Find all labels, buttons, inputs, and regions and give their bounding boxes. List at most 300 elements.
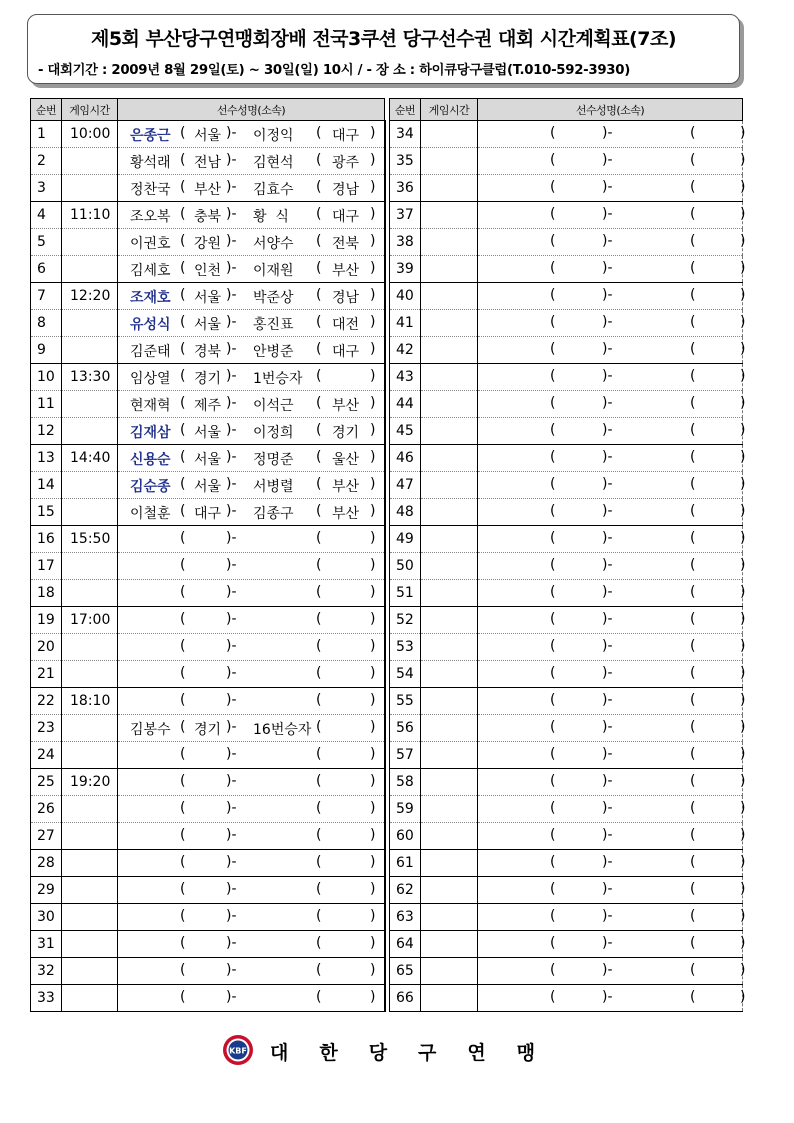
paren-open: ( (690, 935, 696, 951)
paren-close: ) (740, 989, 746, 1005)
separator: )- (602, 935, 613, 951)
paren-close: ) (370, 800, 376, 816)
paren-open: ( (316, 557, 322, 573)
paren-open: ( (550, 503, 556, 519)
match-players (118, 877, 385, 904)
paren-open: ( (180, 368, 186, 384)
match-players (118, 472, 385, 499)
game-time: 18:10 (62, 688, 118, 715)
game-time (421, 715, 478, 742)
separator: )- (226, 719, 237, 735)
player1-name: 조오복 (130, 209, 171, 225)
match-players (118, 121, 385, 148)
paren-open: ( (550, 206, 556, 222)
game-time (421, 229, 478, 256)
game-time (421, 553, 478, 580)
row-number: 65 (390, 958, 421, 985)
paren-close: ) (740, 314, 746, 330)
paren-close: ) (740, 422, 746, 438)
match-players (478, 418, 746, 445)
paren-open: ( (316, 692, 322, 708)
row-number: 26 (31, 796, 62, 823)
match-players (118, 499, 385, 526)
paren-open: ( (550, 746, 556, 762)
separator: )- (226, 476, 237, 492)
paren-close: ) (370, 233, 376, 249)
player1-name: 유성식 (130, 317, 171, 333)
separator: )- (602, 881, 613, 897)
paren-close: ) (740, 908, 746, 924)
table-row (31, 634, 385, 661)
player2-region: 부산 (332, 479, 360, 495)
paren-close: ) (740, 746, 746, 762)
row-number: 15 (31, 499, 62, 526)
table-row (390, 283, 743, 310)
paren-open: ( (690, 908, 696, 924)
paren-open: ( (316, 746, 322, 762)
paren-open: ( (180, 287, 186, 303)
paren-open: ( (550, 476, 556, 492)
game-time (62, 661, 118, 688)
player2-name: 박준상 (253, 290, 294, 306)
player2-region: 경남 (332, 182, 360, 198)
match-players (118, 904, 385, 931)
paren-close: ) (370, 827, 376, 843)
paren-open: ( (316, 422, 322, 438)
game-time (62, 391, 118, 418)
match-players (118, 958, 385, 985)
match-players (118, 391, 385, 418)
game-time (62, 553, 118, 580)
match-players (478, 607, 746, 634)
table-row (31, 553, 385, 580)
table-row (390, 256, 743, 283)
match-players (478, 958, 746, 985)
game-time (62, 229, 118, 256)
table-row (390, 175, 743, 202)
paren-open: ( (690, 314, 696, 330)
separator: )- (226, 152, 237, 168)
paren-open: ( (690, 233, 696, 249)
paren-open: ( (180, 692, 186, 708)
player1-name: 김준태 (130, 344, 171, 360)
match-players (478, 688, 746, 715)
match-players (478, 283, 746, 310)
row-number: 43 (390, 364, 421, 391)
game-time: 10:00 (62, 121, 118, 148)
player1-region: 경북 (194, 344, 222, 360)
table-row (390, 985, 743, 1012)
paren-open: ( (550, 611, 556, 627)
paren-close: ) (740, 854, 746, 870)
game-time (62, 175, 118, 202)
table-row (31, 337, 385, 364)
game-time (421, 850, 478, 877)
paren-open: ( (690, 719, 696, 735)
player2-name: 김효수 (253, 182, 294, 198)
game-time (62, 634, 118, 661)
paren-open: ( (316, 476, 322, 492)
title-box (27, 14, 740, 84)
player1-name: 황석래 (130, 155, 171, 171)
separator: )- (602, 476, 613, 492)
separator: )- (602, 206, 613, 222)
paren-open: ( (316, 179, 322, 195)
row-number: 8 (31, 310, 62, 337)
separator: )- (602, 800, 613, 816)
player2-name: 김종구 (253, 506, 294, 522)
paren-open: ( (316, 962, 322, 978)
paren-open: ( (690, 179, 696, 195)
row-number: 40 (390, 283, 421, 310)
player2-name: 서병렬 (253, 479, 294, 495)
match-players (118, 769, 385, 796)
match-players (118, 688, 385, 715)
paren-open: ( (316, 800, 322, 816)
game-time (62, 256, 118, 283)
player2-name: 16번승자 (253, 722, 312, 738)
player1-region: 경기 (194, 722, 222, 738)
separator: )- (226, 989, 237, 1005)
match-players (118, 634, 385, 661)
table-row (390, 553, 743, 580)
separator: )- (602, 341, 613, 357)
table-row (390, 526, 743, 553)
table-row (390, 607, 743, 634)
paren-open: ( (316, 287, 322, 303)
separator: )- (226, 179, 237, 195)
page-title: 제5회 부산당구연맹회장배 전국3쿠션 당구선수권 대회 시간계획표(7조) (90, 28, 676, 50)
player2-region: 대구 (332, 209, 360, 225)
player2-region: 대전 (332, 317, 360, 333)
game-time: 11:10 (62, 202, 118, 229)
paren-open: ( (180, 503, 186, 519)
table-row (390, 742, 743, 769)
paren-open: ( (180, 233, 186, 249)
paren-close: ) (740, 368, 746, 384)
separator: )- (602, 962, 613, 978)
separator: )- (226, 908, 237, 924)
row-number: 12 (31, 418, 62, 445)
col-header-time: 게임시간 (421, 99, 478, 121)
table-row (31, 148, 385, 175)
row-number: 20 (31, 634, 62, 661)
paren-close: ) (370, 476, 376, 492)
match-players (478, 229, 746, 256)
table-row (390, 121, 743, 148)
match-players (118, 256, 385, 283)
paren-open: ( (550, 800, 556, 816)
table-row (31, 904, 385, 931)
match-players (118, 175, 385, 202)
separator: )- (602, 665, 613, 681)
row-number: 32 (31, 958, 62, 985)
row-number: 6 (31, 256, 62, 283)
paren-close: ) (740, 827, 746, 843)
player2-name: 이정익 (253, 128, 294, 144)
game-time (421, 688, 478, 715)
match-players (118, 364, 385, 391)
game-time: 13:30 (62, 364, 118, 391)
separator: )- (226, 935, 237, 951)
player1-region: 서울 (194, 479, 222, 495)
paren-close: ) (740, 152, 746, 168)
paren-open: ( (316, 314, 322, 330)
separator: )- (226, 638, 237, 654)
paren-open: ( (316, 206, 322, 222)
paren-open: ( (550, 125, 556, 141)
paren-open: ( (550, 422, 556, 438)
player2-name: 안병준 (253, 344, 294, 360)
separator: )- (602, 422, 613, 438)
paren-close: ) (740, 449, 746, 465)
game-time (421, 823, 478, 850)
paren-close: ) (740, 476, 746, 492)
game-time: 15:50 (62, 526, 118, 553)
separator: )- (226, 341, 237, 357)
table-row (31, 283, 385, 310)
paren-open: ( (550, 368, 556, 384)
paren-open: ( (550, 962, 556, 978)
table-row (390, 337, 743, 364)
paren-open: ( (550, 692, 556, 708)
paren-close: ) (370, 125, 376, 141)
row-number: 3 (31, 175, 62, 202)
match-players (478, 742, 746, 769)
paren-open: ( (180, 206, 186, 222)
paren-open: ( (180, 746, 186, 762)
row-number: 22 (31, 688, 62, 715)
col-header-players: 선수성명(소속) (478, 99, 743, 121)
row-number: 56 (390, 715, 421, 742)
paren-close: ) (370, 962, 376, 978)
paren-close: ) (370, 341, 376, 357)
player2-region: 경기 (332, 425, 360, 441)
row-number: 63 (390, 904, 421, 931)
table-row (390, 904, 743, 931)
table-row (31, 931, 385, 958)
separator: )- (226, 314, 237, 330)
row-number: 29 (31, 877, 62, 904)
player2-region: 전북 (332, 236, 360, 252)
player1-name: 조재호 (130, 290, 171, 306)
paren-open: ( (180, 638, 186, 654)
paren-close: ) (370, 557, 376, 573)
separator: )- (602, 854, 613, 870)
table-row (390, 796, 743, 823)
game-time (421, 796, 478, 823)
paren-close: ) (370, 692, 376, 708)
player2-region: 부산 (332, 263, 360, 279)
paren-close: ) (740, 341, 746, 357)
paren-open: ( (180, 179, 186, 195)
row-number: 14 (31, 472, 62, 499)
match-players (118, 742, 385, 769)
game-time (62, 985, 118, 1012)
table-row (390, 229, 743, 256)
player2-name: 홍진표 (253, 317, 294, 333)
game-time (62, 931, 118, 958)
paren-open: ( (180, 314, 186, 330)
paren-open: ( (550, 233, 556, 249)
table-row (31, 985, 385, 1012)
row-number: 64 (390, 931, 421, 958)
paren-close: ) (370, 638, 376, 654)
paren-open: ( (180, 395, 186, 411)
row-number: 9 (31, 337, 62, 364)
col-header-no: 순번 (390, 99, 421, 121)
player1-region: 강원 (194, 236, 222, 252)
table-row (390, 877, 743, 904)
game-time (421, 958, 478, 985)
paren-open: ( (180, 962, 186, 978)
row-number: 5 (31, 229, 62, 256)
table-row (31, 499, 385, 526)
row-number: 28 (31, 850, 62, 877)
table-row (31, 418, 385, 445)
paren-open: ( (316, 584, 322, 600)
paren-open: ( (316, 503, 322, 519)
match-players (118, 823, 385, 850)
paren-open: ( (690, 476, 696, 492)
separator: )- (602, 692, 613, 708)
paren-open: ( (690, 773, 696, 789)
row-number: 27 (31, 823, 62, 850)
table-row (390, 958, 743, 985)
separator: )- (602, 908, 613, 924)
game-time (421, 337, 478, 364)
game-time (62, 715, 118, 742)
table-row (390, 445, 743, 472)
table-row (31, 310, 385, 337)
game-time (421, 472, 478, 499)
match-players (478, 202, 746, 229)
table-row (390, 634, 743, 661)
paren-open: ( (690, 287, 696, 303)
table-row (31, 823, 385, 850)
match-players (118, 985, 385, 1012)
paren-close: ) (740, 881, 746, 897)
separator: )- (602, 557, 613, 573)
match-players (118, 931, 385, 958)
paren-open: ( (550, 908, 556, 924)
row-number: 37 (390, 202, 421, 229)
table-row (31, 121, 385, 148)
match-players (118, 337, 385, 364)
player2-name: 김현석 (253, 155, 294, 171)
player2-name: 이석근 (253, 398, 294, 414)
game-time (421, 364, 478, 391)
paren-close: ) (370, 881, 376, 897)
separator: )- (602, 611, 613, 627)
paren-open: ( (316, 854, 322, 870)
table-row (390, 769, 743, 796)
player1-name: 김재삼 (130, 425, 171, 441)
paren-close: ) (370, 503, 376, 519)
row-number: 49 (390, 526, 421, 553)
match-players (478, 715, 746, 742)
table-row (31, 175, 385, 202)
paren-close: ) (370, 773, 376, 789)
player1-region: 충북 (194, 209, 222, 225)
player2-name: 황 식 (253, 209, 289, 225)
paren-open: ( (550, 395, 556, 411)
table-row (31, 661, 385, 688)
player2-region: 울산 (332, 452, 360, 468)
game-time (62, 499, 118, 526)
paren-close: ) (740, 611, 746, 627)
match-players (478, 364, 746, 391)
table-row (390, 472, 743, 499)
row-number: 51 (390, 580, 421, 607)
paren-open: ( (690, 800, 696, 816)
player2-name: 이정희 (253, 425, 294, 441)
match-players (118, 715, 385, 742)
game-time (421, 202, 478, 229)
row-number: 7 (31, 283, 62, 310)
paren-close: ) (740, 962, 746, 978)
paren-open: ( (180, 665, 186, 681)
separator: )- (602, 287, 613, 303)
player1-name: 현재혁 (130, 398, 171, 414)
match-players (478, 580, 746, 607)
paren-open: ( (550, 881, 556, 897)
paren-open: ( (550, 287, 556, 303)
game-time (62, 796, 118, 823)
paren-close: ) (740, 665, 746, 681)
game-time (421, 877, 478, 904)
row-number: 62 (390, 877, 421, 904)
paren-open: ( (550, 719, 556, 735)
match-players (118, 526, 385, 553)
match-players (478, 877, 746, 904)
paren-close: ) (370, 314, 376, 330)
paren-open: ( (316, 638, 322, 654)
table-row (31, 526, 385, 553)
player1-region: 서울 (194, 290, 222, 306)
player1-region: 서울 (194, 425, 222, 441)
paren-close: ) (370, 449, 376, 465)
paren-open: ( (316, 395, 322, 411)
game-time (421, 580, 478, 607)
paren-close: ) (370, 287, 376, 303)
paren-close: ) (740, 395, 746, 411)
separator: )- (226, 557, 237, 573)
paren-close: ) (370, 746, 376, 762)
paren-close: ) (740, 584, 746, 600)
player1-region: 제주 (194, 398, 222, 414)
match-players (478, 337, 746, 364)
paren-close: ) (370, 665, 376, 681)
separator: )- (602, 638, 613, 654)
row-number: 35 (390, 148, 421, 175)
paren-open: ( (690, 125, 696, 141)
row-number: 19 (31, 607, 62, 634)
paren-open: ( (690, 368, 696, 384)
table-row (31, 364, 385, 391)
separator: )- (602, 152, 613, 168)
game-time (62, 904, 118, 931)
separator: )- (226, 530, 237, 546)
row-number: 54 (390, 661, 421, 688)
paren-open: ( (180, 422, 186, 438)
match-players (478, 553, 746, 580)
row-number: 46 (390, 445, 421, 472)
separator: )- (226, 287, 237, 303)
player2-name: 이재원 (253, 263, 294, 279)
paren-close: ) (740, 773, 746, 789)
paren-open: ( (690, 206, 696, 222)
